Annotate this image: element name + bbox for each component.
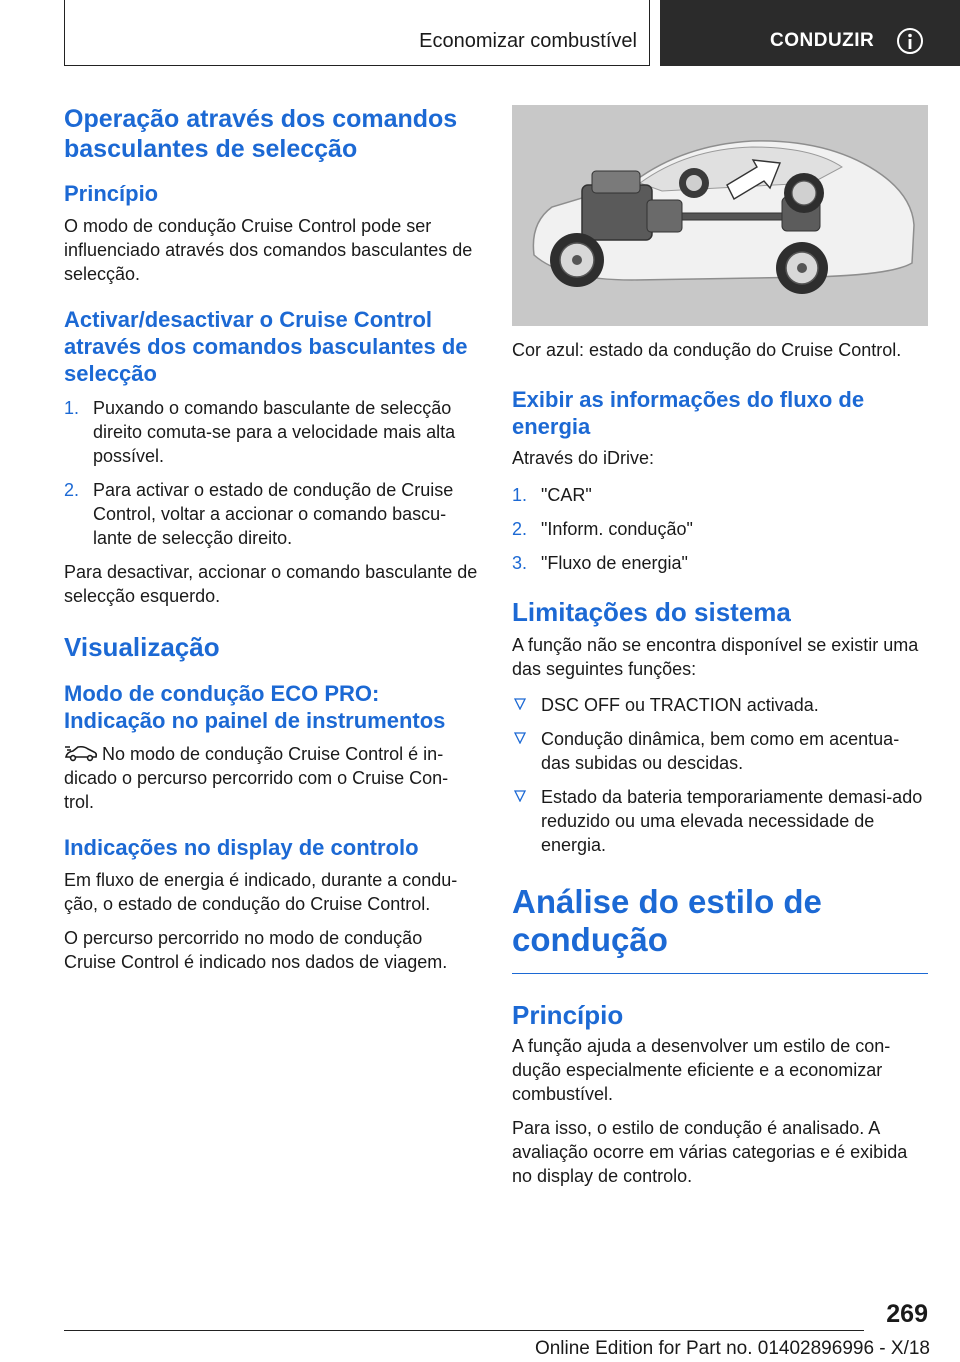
list-item xyxy=(512,693,928,717)
paragraph-analysis: Para isso, o estilo de condução é analisado. A avaliação ocorre em várias categorias e é exibida no display de controlo. xyxy=(512,1118,908,1186)
car-illustration xyxy=(512,105,928,326)
cruise-car-icon xyxy=(64,744,98,762)
image-caption: Cor azul: estado da condução do Cruise Control. xyxy=(512,340,902,360)
paragraph-deactivate: Para desactivar, accionar o comando basculante de selecção esquerdo. xyxy=(64,562,478,606)
list-text: "Inform. condução" xyxy=(541,519,693,539)
list-number: 3. xyxy=(512,553,528,573)
section-divider xyxy=(512,973,928,974)
list-item xyxy=(512,785,928,857)
heading-principle-2: Princípio xyxy=(512,1000,624,1030)
triangle-bullet-icon xyxy=(514,790,526,802)
heading-energy-flow: Exibir as informações do fluxo de energia xyxy=(512,387,865,439)
list-number: 1. xyxy=(512,485,528,505)
paragraph-display-1: Em fluxo de energia é indicado, durante a condu-ção, o estado de condução do Cruise Control. xyxy=(64,870,458,914)
list-text: Para activar o estado de condução de Cruise Control, voltar a accionar o comando bascu-lante de selecção direito. xyxy=(93,480,454,548)
heading-driving-style-analysis: Análise do estilo de condução xyxy=(512,883,822,958)
triangle-bullet-icon xyxy=(514,698,526,710)
car-drivetrain-image xyxy=(512,105,928,326)
heading-limitations: Limitações do sistema xyxy=(512,597,791,627)
list-text: "CAR" xyxy=(541,485,592,505)
page-number: 269 xyxy=(886,1300,928,1328)
list-item xyxy=(64,396,478,468)
heading-eco-pro: Modo de condução ECO PRO: Indicação no painel de instrumentos xyxy=(64,681,446,733)
footer-edition: Online Edition for Part no. 01402896996 - X/18 xyxy=(534,1338,930,1359)
header-chapter-tab xyxy=(660,0,960,66)
heading-activate: Activar/desactivar o Cruise Control através dos comandos basculantes de selecção xyxy=(64,307,468,386)
list-text: Estado da bateria temporariamente demasi-ado reduzido ou uma elevada necessidade de energia. xyxy=(541,787,923,855)
list-item xyxy=(512,727,928,775)
list-item xyxy=(512,517,928,541)
list-text: Puxando o comando basculante de selecção direito comuta-se para a velocidade mais alta possível. xyxy=(93,398,456,466)
paragraph-principle-2: A função ajuda a desenvolver um estilo de con-dução especialmente eficiente e a economizar combustível. xyxy=(512,1036,891,1104)
list-number: 2. xyxy=(512,519,528,539)
list-text: DSC OFF ou TRACTION activada. xyxy=(541,695,819,715)
heading-control-display: Indicações no display de controlo xyxy=(64,835,419,860)
header-section-title: Economizar combustível xyxy=(419,30,637,52)
paragraph-principle: O modo de condução Cruise Control pode ser influenciado através dos comandos basculantes de selecção. xyxy=(64,216,473,284)
triangle-bullet-icon xyxy=(514,732,526,744)
heading-visualization: Visualização xyxy=(64,632,220,662)
list-item xyxy=(512,551,928,575)
list-number: 2. xyxy=(64,480,80,500)
left-column xyxy=(64,100,478,974)
paragraph-limitations: A função não se encontra disponível se existir uma das seguintes funções: xyxy=(512,635,919,679)
footer-divider xyxy=(64,1330,864,1331)
heading-principle: Princípio xyxy=(64,181,159,206)
list-text: "Fluxo de energia" xyxy=(541,553,688,573)
paragraph-display-2: O percurso percorrido no modo de condução Cruise Control é indicado nos dados de viagem. xyxy=(64,928,448,972)
list-number: 1. xyxy=(64,398,80,418)
paragraph-idrive: Através do iDrive: xyxy=(512,448,655,468)
header-section-tab xyxy=(64,0,650,66)
header-chapter-title: CONDUZIR xyxy=(770,30,875,51)
limitations-list xyxy=(512,693,928,857)
steps-list xyxy=(64,396,478,550)
paragraph-eco-pro: No modo de condução Cruise Control é in-dicado o percurso percorrido com o Cruise Con-trol. xyxy=(64,744,449,812)
list-item xyxy=(64,478,478,550)
info-icon xyxy=(896,27,924,55)
right-column xyxy=(512,105,928,1188)
list-text: Condução dinâmica, bem como em acentua-das subidas ou descidas. xyxy=(541,729,900,773)
list-item xyxy=(512,483,928,507)
menu-steps-list xyxy=(512,483,928,575)
heading-operation: Operação através dos comandos basculantes de selecção xyxy=(64,105,458,163)
